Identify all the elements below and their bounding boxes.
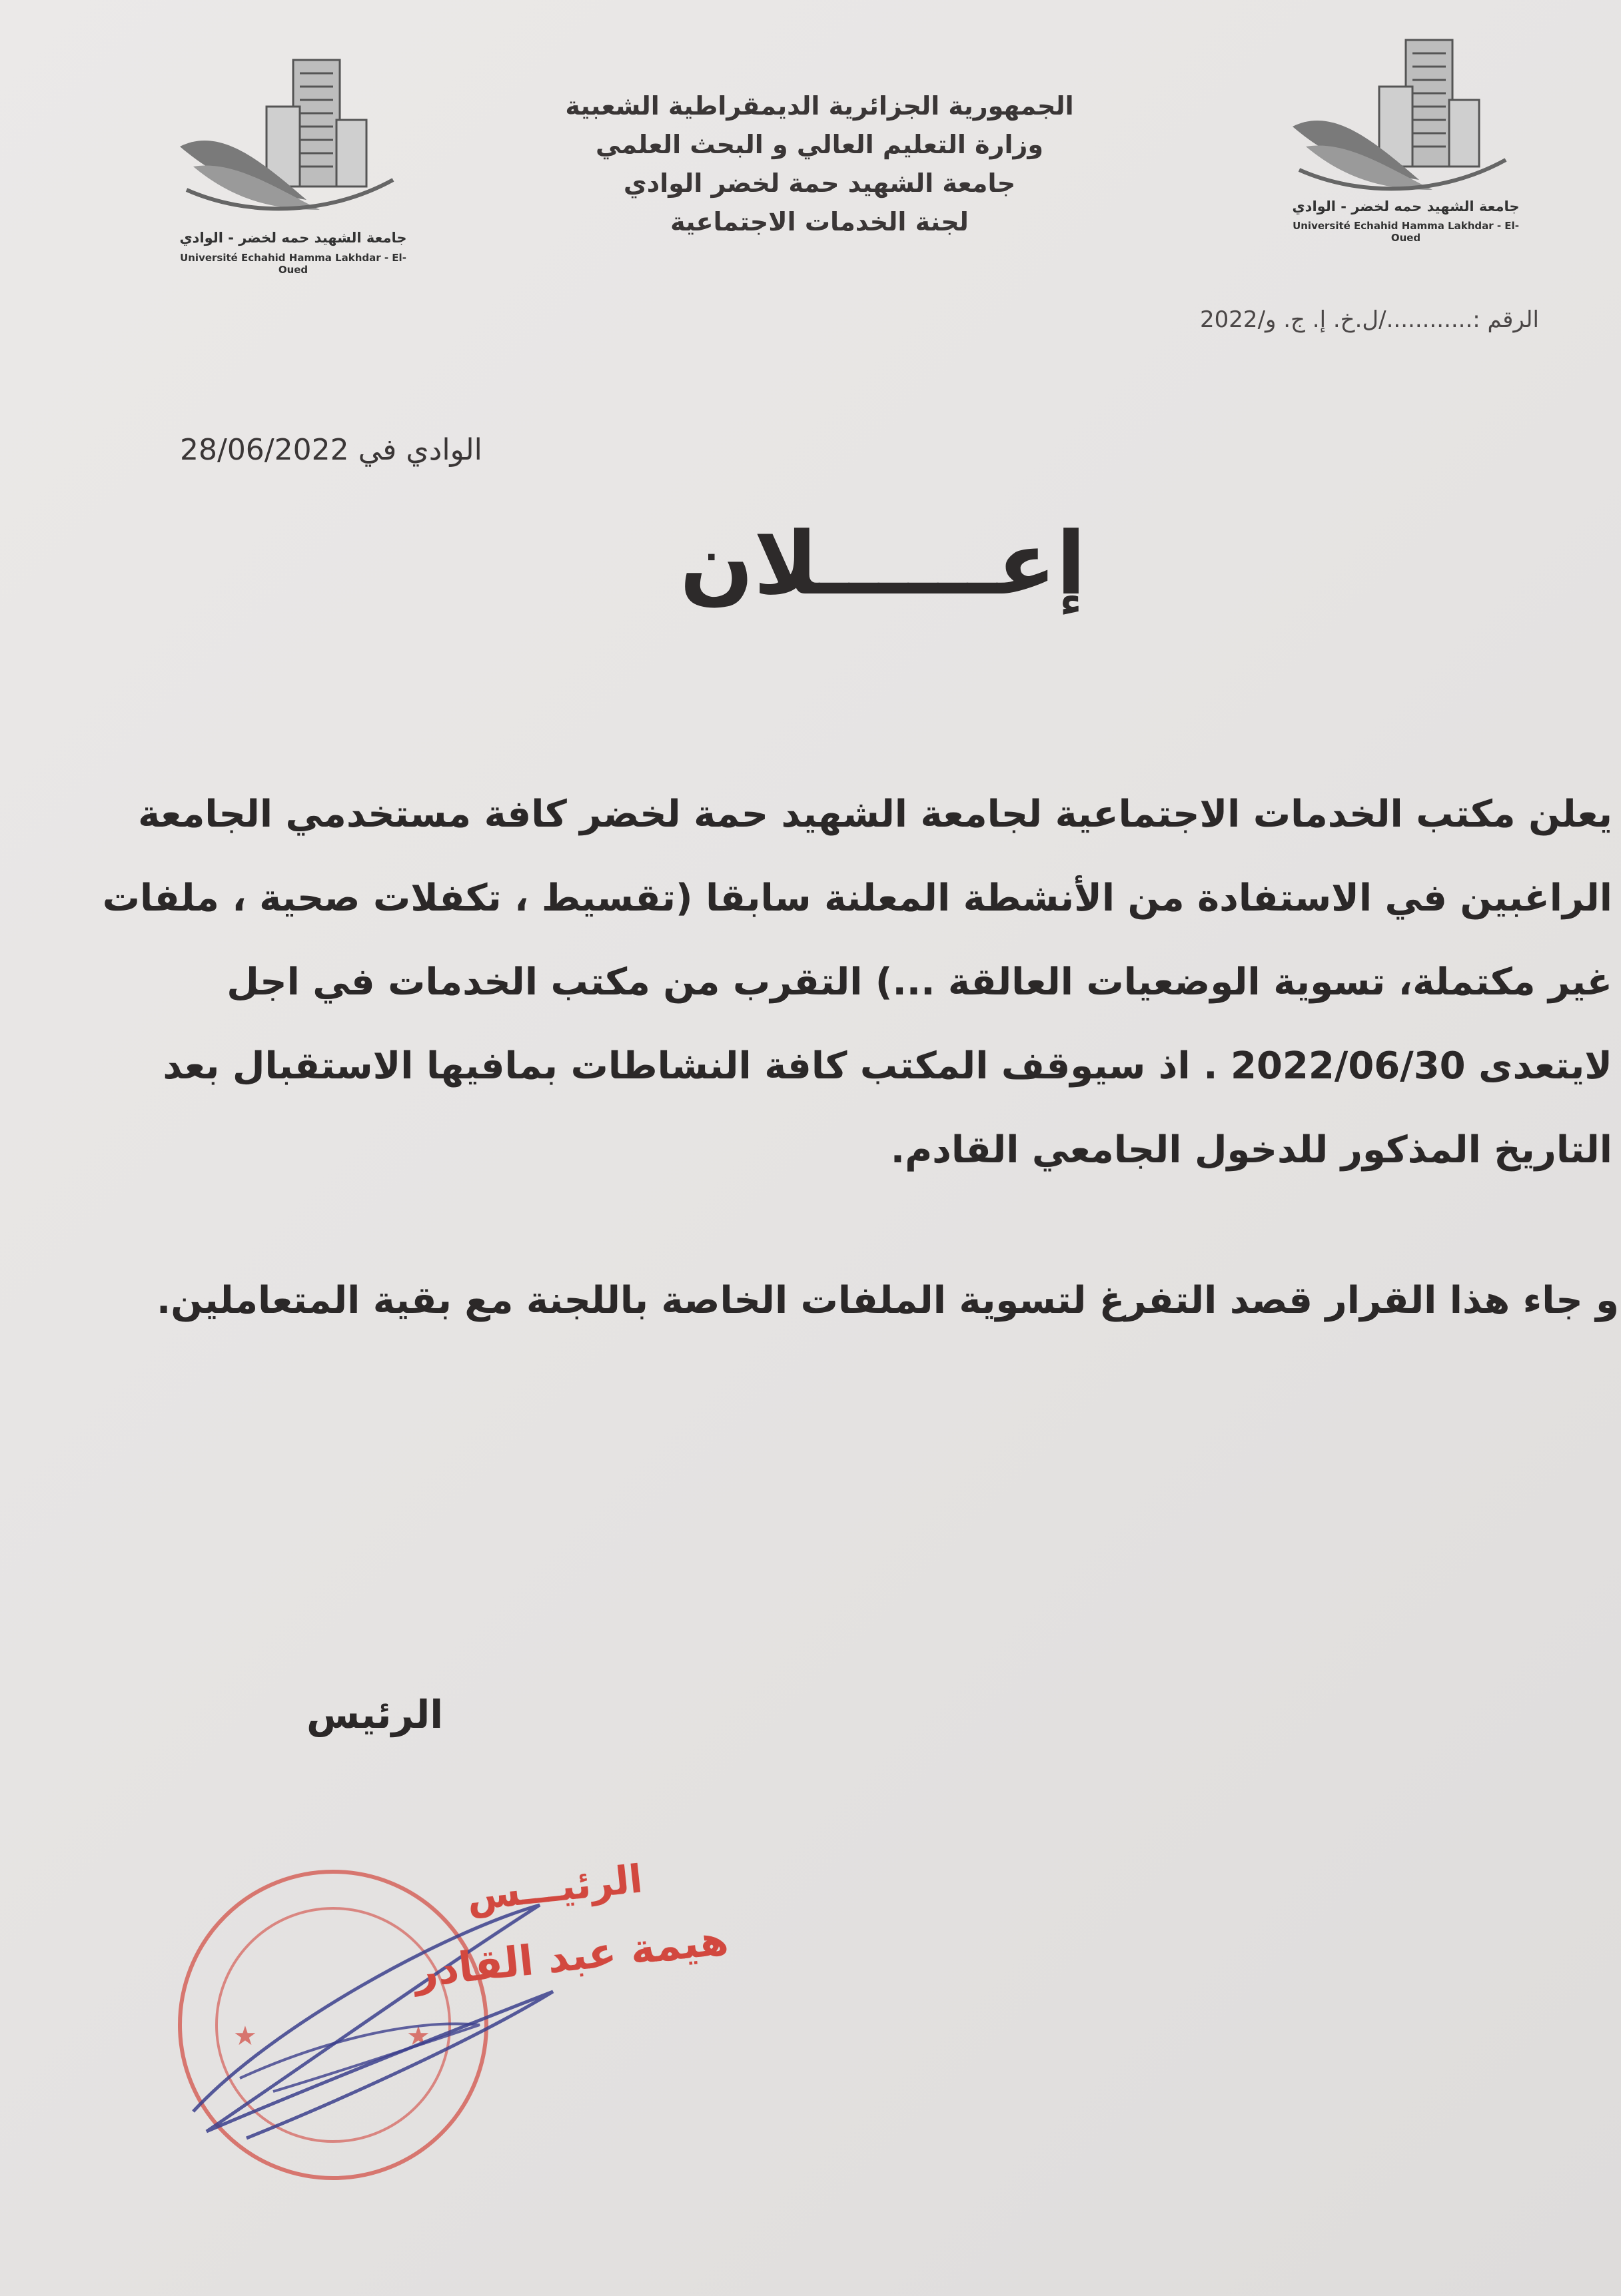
announcement-body — [102, 773, 1612, 1192]
logo-caption-arabic-right: جامعة الشهيد حمه لخضر - الوادي — [1292, 198, 1520, 214]
body-line: يعلن مكتب الخدمات الاجتماعية لجامعة الشهيد حمة لخضر كافة مستخدمي الجامعة — [138, 793, 1612, 836]
body-closing-paragraph: و جاء هذا القرار قصد التفرغ لتسوية الملفات الخاصة باللجنة مع بقية المتعاملين. — [156, 1279, 1619, 1322]
header-ministry: وزارة التعليم العالي و البحث العلمي — [596, 130, 1043, 159]
header-university: جامعة الشهيد حمة لخضر الوادي — [623, 169, 1016, 198]
body-line: الراغبين في الاستفادة من الأنشطة المعلنة سابقا (تقسيط ، تكفلات صحية ، ملفات — [102, 877, 1612, 920]
logo-caption-french-left: Université Echahid Hamma Lakhdar - El-Oued — [180, 252, 406, 276]
document-date: الوادي في 28/06/2022 — [180, 433, 482, 467]
svg-text:★: ★ — [406, 2022, 430, 2051]
stamp-title: الرئيـــس — [464, 1856, 645, 1920]
logo-caption-arabic-left: جامعة الشهيد حمه لخضر - الوادي — [179, 230, 407, 246]
announcement-title: إعــــــلان — [680, 513, 1086, 614]
body-line: غير مكتملة، تسوية الوضعيات العالقة ...) التقرب من مكتب الخدمات في اجل — [227, 960, 1612, 1004]
president-label: الرئيس — [306, 1692, 444, 1737]
header-committee: لجنة الخدمات الاجتماعية — [670, 207, 969, 236]
logo-caption-french-right: Université Echahid Hamma Lakhdar - El-Oued — [1293, 220, 1519, 244]
letterhead — [500, 87, 1139, 241]
reference-number: الرقم :............/ل.خ. إ. ج. و/2022 — [1200, 306, 1539, 333]
svg-text:★: ★ — [233, 2022, 257, 2051]
body-line: لايتعدى 2022/06/30 . اذ سيوقف المكتب كافة النشاطات بمافيها الاستقبال بعد — [163, 1044, 1612, 1088]
body-line: التاريخ المذكور للدخول الجامعي القادم. — [890, 1128, 1612, 1172]
stamp-signatory-name: هيمة عبد القادر — [411, 1915, 731, 1997]
header-republic: الجمهورية الجزائرية الديمقراطية الشعبية — [565, 91, 1074, 121]
